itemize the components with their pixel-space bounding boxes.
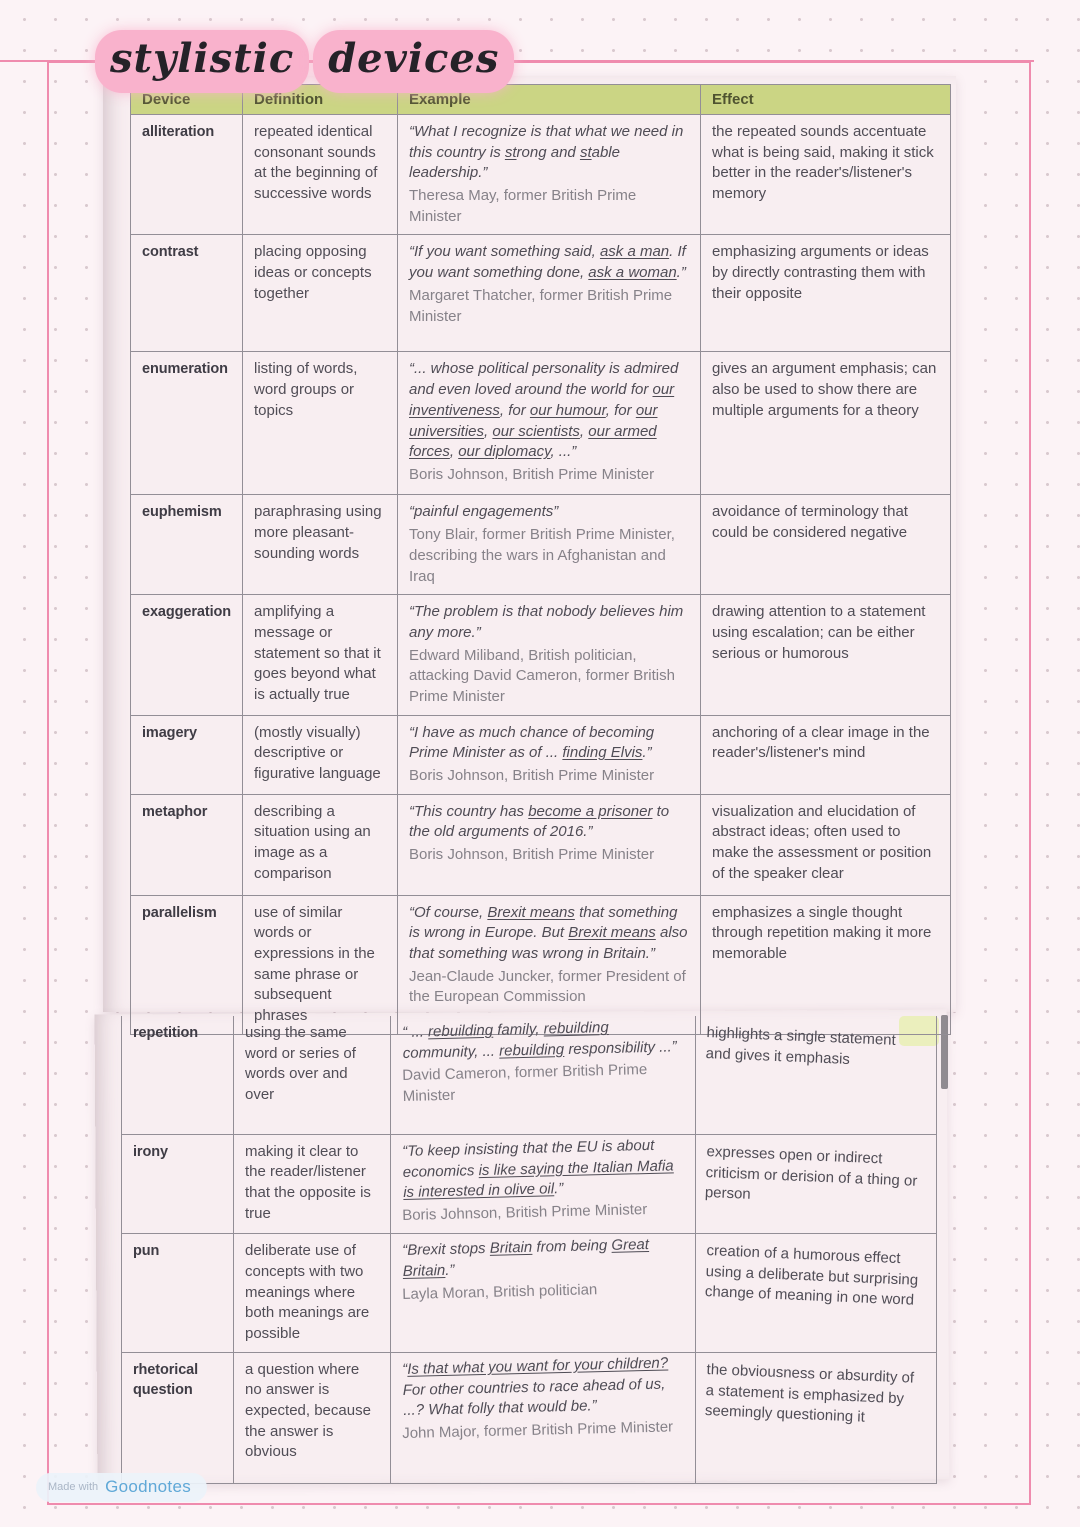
example-cell (398, 495, 701, 595)
device-name: pun (133, 1243, 160, 1260)
definition-cell (234, 1016, 391, 1134)
example-cell (398, 352, 701, 495)
example-cell (391, 1134, 696, 1234)
example-cell (398, 235, 701, 352)
example-attribution: Jean-Claude Juncker, former President of the European Commission (409, 967, 686, 1006)
device-cell (131, 235, 243, 352)
example-cell (391, 1352, 696, 1483)
definition-text: deliberate use of concepts with two meanings where both meanings are possible (245, 1242, 370, 1342)
device-name: alliteration (142, 124, 215, 140)
effect-text: emphasizing arguments or ideas by directly contrasting them with their opposite (712, 243, 929, 302)
effect-cell (696, 1016, 937, 1134)
device-name: exaggeration (142, 604, 232, 621)
effect-text: gives an argument emphasis; can also be used to show there are multiple arguments for a theory (712, 360, 937, 419)
table-row (131, 235, 951, 352)
definition-text: amplifying a message or statement so that it goes beyond what is actually true (254, 603, 381, 703)
column-header-example: Example (398, 85, 701, 115)
table-row (122, 1352, 937, 1483)
table-row (131, 115, 951, 235)
device-cell (131, 495, 243, 595)
device-cell (131, 595, 243, 715)
device-name: irony (133, 1143, 168, 1160)
effect-text: emphasizes a single thought through repetition making it more memorable (712, 903, 932, 963)
example-attribution: Layla Moran, British politician (402, 1280, 598, 1303)
definition-text: use of similar words or expressions in the same phrase or subsequent phrases (254, 903, 375, 1025)
effect-text: expresses open or indirect criticism or derision of a thing or person (704, 1142, 918, 1203)
example-attribution: Boris Johnson, British Prime Minister (409, 465, 655, 483)
example-attribution: Boris Johnson, British Prime Minister (409, 846, 655, 864)
effect-text: drawing attention to a statement using escalation; can be either serious or humorous (712, 603, 926, 662)
device-cell (122, 1352, 234, 1483)
effect-cell (696, 1134, 937, 1234)
definition-text: (mostly visually) descriptive or figurative language (254, 723, 381, 782)
definition-text: placing opposing ideas or concepts together (254, 243, 372, 302)
effect-cell (701, 495, 951, 595)
definition-cell (243, 495, 398, 595)
example-quote: “ ... rebuilding family, rebuilding community, ... rebuilding responsibility ...” (402, 1018, 677, 1062)
definition-cell (243, 715, 398, 794)
example-attribution: Boris Johnson, British Prime Minister (409, 767, 655, 784)
definition-text: listing of words, word groups or topics (254, 360, 358, 419)
device-cell (122, 1016, 234, 1134)
device-name: metaphor (142, 803, 208, 820)
definition-cell (243, 794, 398, 895)
device-name: rhetorical question (133, 1361, 199, 1399)
effect-cell (701, 115, 951, 235)
definition-cell (234, 1234, 391, 1352)
example-attribution: John Major, former British Prime Minister (402, 1418, 674, 1442)
effect-cell (701, 794, 951, 895)
example-cell (391, 1016, 696, 1134)
example-attribution: Edward Miliband, British politician, attacking David Cameron, former British Prime Minister (409, 646, 675, 705)
example-attribution: Theresa May, former British Prime Minister (409, 187, 637, 225)
example-quote: “... whose political personality is admired and even loved around the world for our inventiveness, for our humour, for our universities, our scientists, our armed forces, our diplomacy, ...” (409, 360, 679, 461)
effect-text: creation of a humorous effect using a deliberate but surprising change of meaning in one word (704, 1242, 919, 1310)
made-with-label: Made with (48, 1481, 99, 1493)
column-header-definition: Definition (243, 85, 398, 115)
definition-cell (234, 1134, 391, 1234)
example-cell (398, 595, 701, 715)
effect-text: highlights a single statement and gives it emphasis (705, 1023, 897, 1068)
device-cell (122, 1234, 234, 1352)
definition-cell (243, 895, 398, 1034)
device-cell (131, 794, 243, 895)
effect-text: anchoring of a clear image in the reader's/listener's mind (712, 723, 930, 762)
example-cell (391, 1234, 696, 1352)
effect-cell (696, 1234, 937, 1352)
example-quote: “The problem is that nobody believes him any more.” (409, 603, 684, 641)
effect-cell (701, 595, 951, 715)
table-row (122, 1016, 937, 1134)
example-quote: “If you want something said, ask a man. If you want something done, ask a woman.” (409, 243, 686, 282)
device-cell (131, 715, 243, 794)
example-cell (398, 115, 701, 235)
effect-text: avoidance of terminology that could be considered negative (712, 503, 908, 542)
definition-text: a question where no answer is expected, because the answer is obvious (245, 1360, 371, 1461)
example-cell (398, 895, 701, 1034)
definition-text: describing a situation using an image as a comparison (254, 802, 371, 882)
example-attribution: Margaret Thatcher, former British Prime Minister (409, 286, 673, 325)
column-header-device: Device (131, 85, 243, 115)
stylistic-devices-table-upper (130, 84, 951, 1035)
example-quote: “Is that what you want for your children? For other countries to race ahead of us, ...? What folly that would be.” (402, 1354, 669, 1420)
goodnotes-logo-text: Goodnotes (105, 1477, 192, 1496)
device-cell (131, 352, 243, 495)
effect-cell (701, 352, 951, 495)
effect-cell (701, 235, 951, 352)
device-cell (122, 1134, 234, 1234)
effect-cell (701, 895, 951, 1034)
definition-text: repeated identical consonant sounds at the beginning of successive words (254, 123, 378, 203)
table-row (131, 352, 951, 495)
device-name: imagery (142, 724, 197, 741)
example-attribution: Boris Johnson, British Prime Minister (402, 1200, 648, 1224)
device-name: enumeration (142, 361, 228, 378)
example-quote: “Brexit stops Britain from being Great Britain.” (402, 1236, 650, 1280)
example-quote: “What I recognize is that what we need in this country is strong and stable leadership.” (409, 123, 684, 182)
effect-cell (701, 715, 951, 794)
definition-cell (243, 352, 398, 495)
definition-cell (243, 595, 398, 715)
device-cell (131, 895, 243, 1034)
title-word: stylistic (98, 33, 306, 90)
table-row (122, 1134, 937, 1234)
table-row (131, 794, 951, 895)
example-attribution: Tony Blair, former British Prime Minister, describing the wars in Afghanistan and Iraq (409, 526, 675, 585)
page-title (98, 33, 521, 90)
table-row (131, 715, 951, 794)
definition-text: paraphrasing using more pleasant-sounding words (254, 503, 382, 562)
device-name: contrast (142, 244, 199, 261)
table-row (131, 495, 951, 595)
example-cell (398, 794, 701, 895)
definition-text: using the same word or series of words over and over (245, 1024, 356, 1104)
effect-text: the obviousness or absurdity of a statement is emphasized by seemingly questioning it (704, 1360, 915, 1426)
definition-cell (234, 1352, 391, 1483)
example-attribution: David Cameron, former British Prime Minister (402, 1061, 648, 1106)
device-cell (131, 115, 243, 235)
effect-text: visualization and elucidation of abstract ideas; often used to make the assessment or position of the speaker clear (712, 802, 932, 882)
table-row (131, 895, 951, 1034)
device-name: repetition (133, 1025, 199, 1041)
table-row (131, 595, 951, 715)
table-row (122, 1234, 937, 1352)
title-word: devices (316, 33, 511, 90)
example-quote: “painful engagements” (409, 503, 559, 521)
example-quote: “This country has become a prisoner to the old arguments of 2016.” (409, 802, 670, 841)
device-name: euphemism (142, 504, 222, 521)
definition-cell (243, 115, 398, 235)
effect-cell (696, 1352, 937, 1483)
stylistic-devices-table-lower (121, 1016, 937, 1484)
example-quote: “I have as much chance of becoming Prime Minister as of ... finding Elvis.” (409, 723, 655, 762)
device-name: parallelism (142, 904, 217, 921)
example-quote: “To keep insisting that the EU is about economics is like saying the Italian Mafia is interested in olive oil.” (402, 1136, 674, 1201)
definition-cell (243, 235, 398, 352)
effect-text: the repeated sounds accentuate what is being said, making it stick better in the reader's/listener's memory (712, 123, 934, 203)
column-header-effect: Effect (701, 85, 951, 115)
example-cell (398, 715, 701, 794)
definition-text: making it clear to the reader/listener that the opposite is true (245, 1142, 371, 1222)
example-quote: “Of course, Brexit means that something is wrong in Europe. But Brexit means also that something was wrong in Britain.” (409, 903, 688, 963)
goodnotes-badge[interactable] (36, 1473, 207, 1502)
